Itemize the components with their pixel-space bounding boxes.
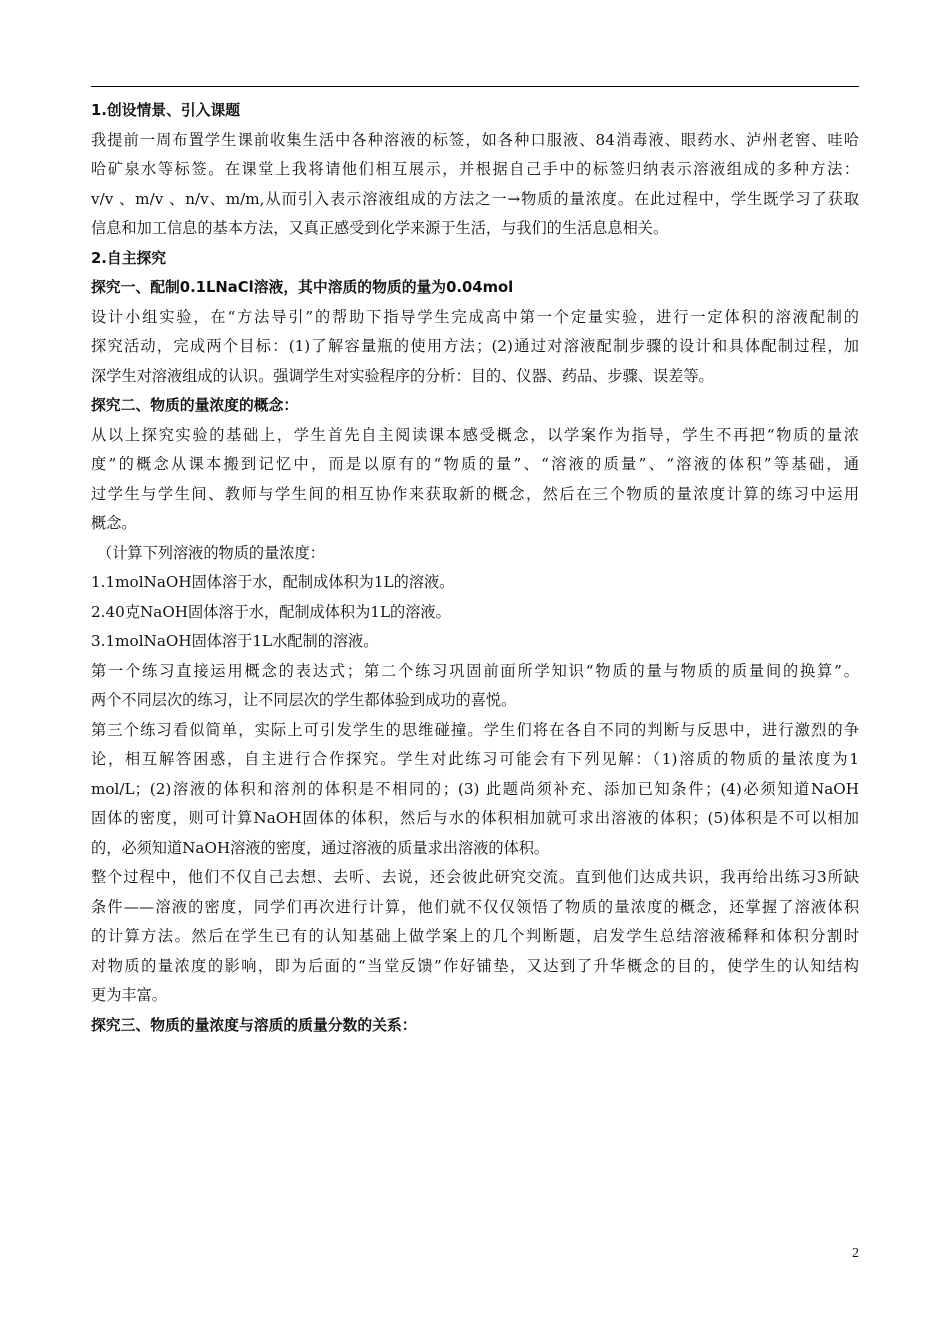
paragraph-line: 两个不同层次的练习，让不同层次的学生都体验到成功的喜悦。 — [91, 691, 517, 709]
section-heading-2: 2.自主探究 — [91, 249, 167, 267]
inquiry-heading-2: 探究二、物质的量浓度的概念： — [91, 397, 299, 414]
paragraph-line: 哈矿泉水等标签。在课堂上我将请他们相互展示，并根据自己手中的标签归纳表示溶液组成的多种方法： — [91, 160, 859, 178]
paragraph-line: 度”的概念从课本搬到记忆中，而是以原有的“物质的量”、“溶液的质量”、“溶液的体积”等基础，通 — [91, 455, 859, 473]
paragraph-line: 概念。 — [91, 514, 137, 532]
paragraph-line: 对物质的量浓度的影响，即为后面的“当堂反馈”作好铺垫，又达到了升华概念的目的，使学生的认知结构 — [91, 956, 859, 975]
paragraph-line: 的，必须知道NaOH溶液的密度，通过溶液的质量求出溶液的体积。 — [91, 838, 550, 857]
paragraph-line: 从以上探究实验的基础上，学生首先自主阅读课本感受概念，以学案作为指导，学生不再把“物质的量浓 — [91, 425, 859, 444]
document-body — [91, 96, 859, 1040]
paragraph-line: 第三个练习看似简单，实际上可引发学生的思维碰撞。学生们将在各自不同的判断与反思中，进行激烈的争 — [91, 720, 859, 739]
paragraph-line: v/v 、m/v 、n/v、m/m,从而引入表示溶液组成的方法之一→物质的量浓度。在此过程中，学生既学习了获取 — [91, 189, 859, 208]
paragraph-line: mol/L；(2)溶液的体积和溶剂的体积是不相同的；(3) 此题尚须补充、添加已知条件；(4)必须知道NaOH — [91, 779, 859, 798]
paragraph-line: 的计算方法。然后在学生已有的认知基础上做学案上的几个判断题，启发学生总结溶液稀释和体积分割时 — [91, 927, 859, 945]
paragraph-line: 整个过程中，他们不仅自己去想、去听、去说，还会彼此研究交流。直到他们达成共识，我再给出练习3所缺 — [91, 868, 859, 886]
exercise-intro: （计算下列溶液的物质的量浓度： — [97, 543, 325, 562]
inquiry-heading-3: 探究三、物质的量浓度与溶质的质量分数的关系： — [91, 1016, 417, 1034]
paragraph-line: 更为丰富。 — [91, 986, 167, 1004]
paragraph-line: 我提前一周布置学生课前收集生活中各种溶液的标签，如各种口服液、84消毒液、眼药水、泸州老窖、哇哈 — [91, 130, 859, 149]
paragraph-line: 条件——溶液的密度，同学们再次进行计算，他们就不仅仅领悟了物质的量浓度的概念，还掌握了溶液体积 — [91, 897, 859, 916]
paragraph-line: 探究活动，完成两个目标：(1)了解容量瓶的使用方法；(2)通过对溶液配制步骤的设计和具体配制过程，加 — [91, 337, 859, 355]
header-rule — [91, 86, 859, 87]
paragraph-line: 过学生与学生间、教师与学生间的相互协作来获取新的概念，然后在三个物质的量浓度计算的练习中运用 — [91, 484, 859, 503]
paragraph-line: 第一个练习直接运用概念的表达式；第二个练习巩固前面所学知识“物质的量与物质的质量间的换算”。 — [91, 661, 859, 680]
exercise-item: 2.40克NaOH固体溶于水，配制成体积为1L的溶液。 — [91, 602, 451, 621]
paragraph-line: 固体的密度，则可计算NaOH固体的体积，然后与水的体积相加就可求出溶液的体积；(5)体积是不可以相加 — [91, 809, 859, 827]
inquiry-heading-1: 探究一、配制0.1LNaCl溶液，其中溶质的物质的量为0.04mol — [91, 279, 514, 296]
exercise-item: 1.1molNaOH固体溶于水，配制成体积为1L的溶液。 — [91, 573, 455, 591]
paragraph-line: 设计小组实验，在“方法导引”的帮助下指导学生完成高中第一个定量实验，进行一定体积的溶液配制的 — [91, 307, 859, 326]
paragraph-line: 深学生对溶液组成的认识。强调学生对实验程序的分析：目的、仪器、药品、步骤、误差等。 — [91, 366, 714, 385]
paragraph-line: 论，相互解答困惑，自主进行合作探究。学生对此练习可能会有下列见解：（1)溶质的物质的量浓度为1 — [91, 750, 859, 768]
page-number: 2 — [852, 1246, 859, 1261]
section-heading-1: 1.创设情景、引入课题 — [91, 102, 241, 119]
paragraph-line: 信息和加工信息的基本方法，又真正感受到化学来源于生活，与我们的生活息息相关。 — [91, 219, 669, 237]
exercise-item: 3.1molNaOH固体溶于1L水配制的溶液。 — [91, 632, 379, 650]
